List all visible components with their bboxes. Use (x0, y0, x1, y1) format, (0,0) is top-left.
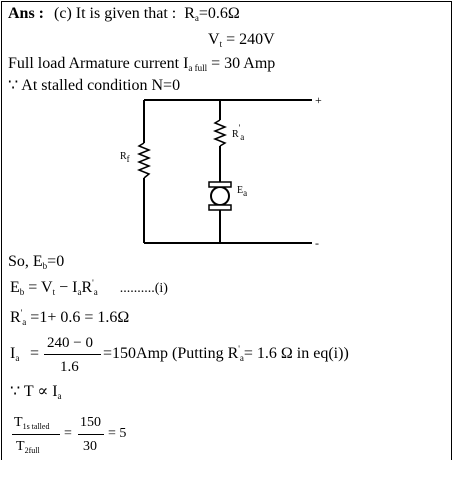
ra-prime-line: $R'_a =1+ 0.6 = 1.6\Omega$ (10, 308, 130, 327)
ra-label: $R'_a$ (232, 123, 245, 142)
ratio-value-numerator: 150 (80, 415, 101, 430)
equation-i: $E_b = V_t - I_aR'_a$ ..........(i) (10, 278, 168, 297)
vt-line: $V_t = 240V$ (208, 31, 275, 49)
ratio-numerator: $T_{1s talled}$ (14, 415, 50, 431)
ra-resistor (215, 120, 225, 146)
ra-given: $R_a=0.6\Omega$ (184, 5, 240, 23)
minus-terminal: - (315, 236, 319, 250)
plus-terminal: + (315, 93, 322, 107)
ia-equals: = (30, 345, 40, 362)
ratio-result: = 5 (108, 426, 127, 441)
ratio-equals: = (64, 426, 72, 441)
brush-bottom (209, 205, 231, 210)
ia-fraction-bar (44, 354, 101, 355)
ratio-value-bar (78, 434, 104, 435)
brush-top (209, 182, 231, 187)
ratio-fraction-bar (12, 434, 60, 435)
proportionality-line: ∵ $T \propto I_a$ (10, 383, 62, 401)
ratio-value-denominator: 30 (83, 439, 97, 454)
given-text: (c) It is given that : (54, 5, 177, 22)
rf-resistor (139, 143, 149, 178)
ia-numerator: 240 − 0 (47, 335, 93, 351)
armature-circle (211, 187, 229, 205)
ea-label: $E_a$ (237, 185, 248, 198)
ratio-denominator: $T_{2full}$ (16, 439, 40, 455)
stalled-line: ∵ At stalled condition N=0 (8, 77, 181, 94)
full-load-line: Full load Armature current $I_{a full} = 30$ Amp (8, 55, 276, 73)
ia-denominator: 1.6 (60, 359, 79, 375)
eb-zero-line: So, $E_b=0$ (8, 253, 65, 271)
ans-label: Ans : (8, 5, 45, 22)
rf-label: $R_f$ (120, 151, 130, 164)
ia-lhs: $I_a$ (10, 345, 20, 363)
ia-result: =150Amp (Putting $R'_a= 1.6$ Ω in eq(i)) (103, 344, 349, 363)
